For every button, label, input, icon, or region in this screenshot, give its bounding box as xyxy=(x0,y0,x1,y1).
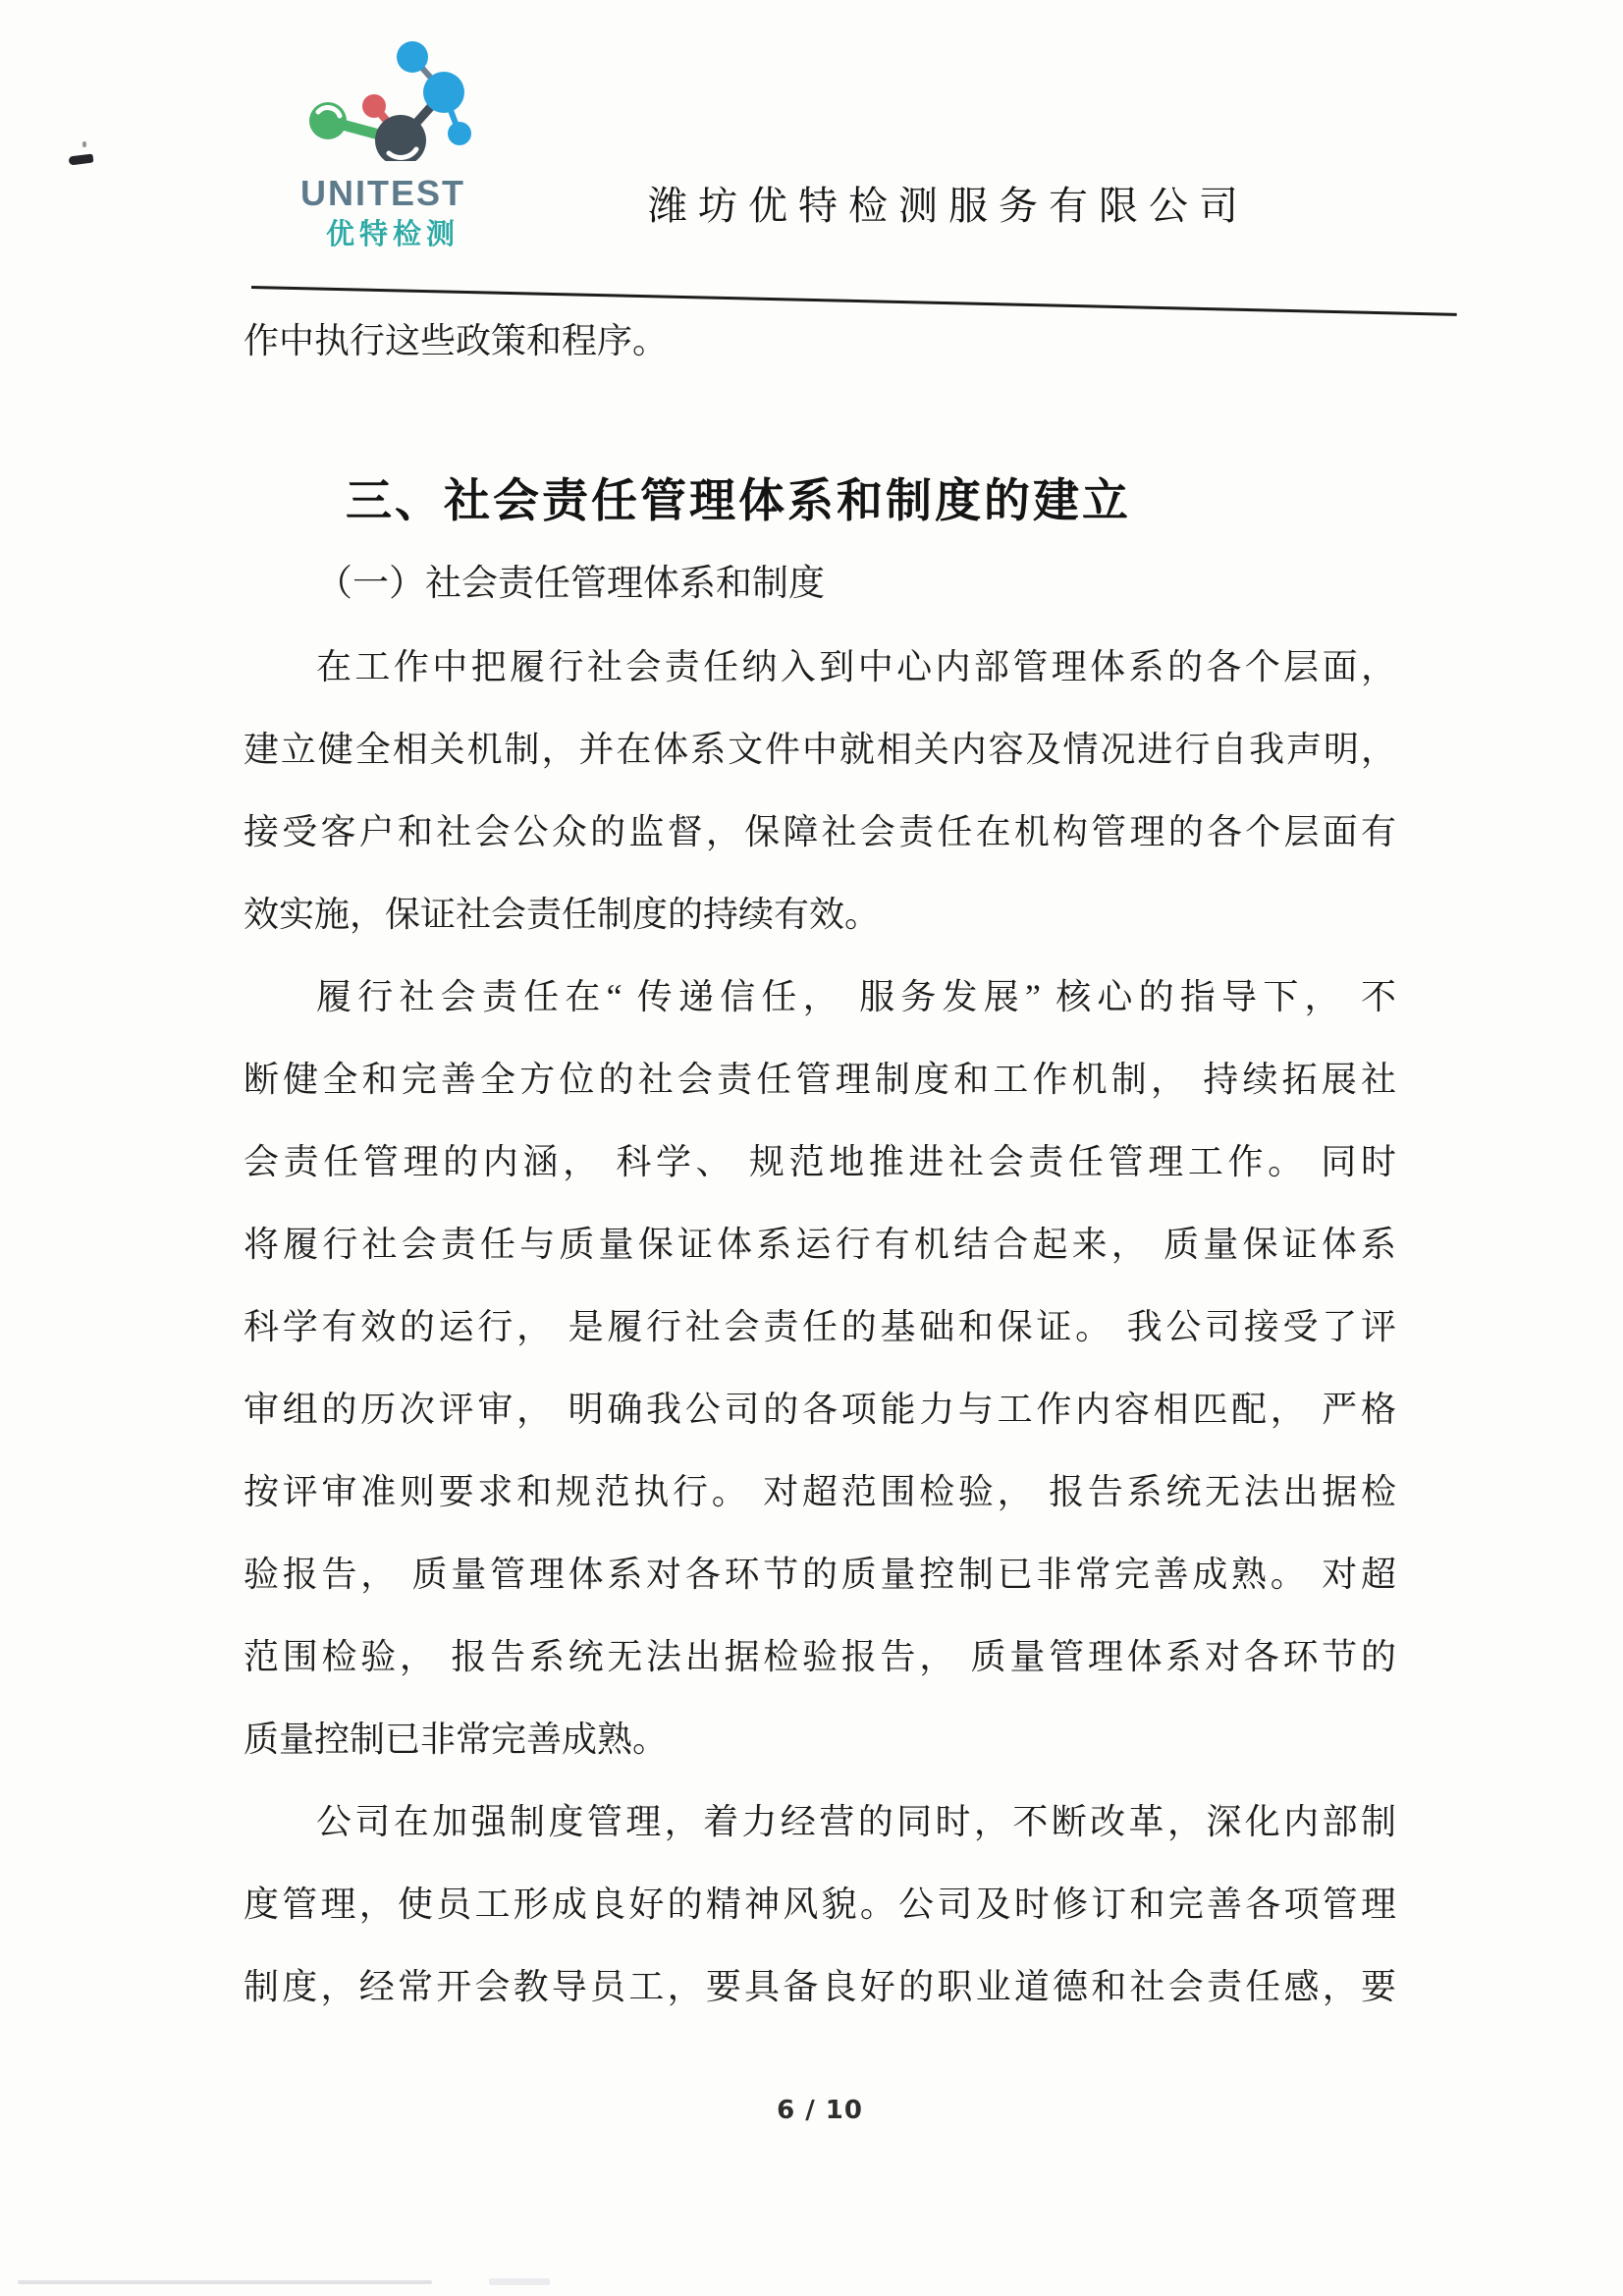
document-body xyxy=(243,300,1396,2028)
page-number: 6 / 10 xyxy=(777,2096,863,2125)
scan-smudge xyxy=(18,2280,432,2284)
scan-ink-speck xyxy=(82,141,86,147)
body-line: 建立健全相关机制，并在体系文件中就相关内容及情况进行自我声明， xyxy=(243,730,1396,769)
scan-ink-mark xyxy=(69,154,94,166)
brand-name-cn: 优特检测 xyxy=(326,219,460,250)
body-line: 度管理，使员工形成良好的精神风貌。公司及时修订和完善各项管理 xyxy=(243,1885,1396,1924)
body-line: 作中执行这些政策和程序。 xyxy=(243,321,669,360)
molecule-icon xyxy=(295,35,476,161)
body-line: 断健全和完善全方位的社会责任管理制度和工作机制， 持续拓展社 xyxy=(243,1060,1396,1099)
body-line: 接受客户和社会公众的监督，保障社会责任在机构管理的各个层面有 xyxy=(243,812,1396,851)
body-line: 制度，经常开会教导员工，要具备良好的职业道德和社会责任感，要 xyxy=(243,1967,1396,2006)
brand-name-en: UNITEST xyxy=(300,173,466,213)
body-line: 科学有效的运行， 是履行社会责任的基础和保证。 我公司接受了评 xyxy=(243,1307,1396,1346)
body-line: 范围检验， 报告系统无法出据检验报告， 质量管理体系对各环节的 xyxy=(243,1637,1396,1676)
company-name-header: 潍坊优特检测服务有限公司 xyxy=(648,184,1249,228)
scan-smudge-small xyxy=(489,2278,550,2285)
body-line: 按评审准则要求和规范执行。 对超范围检验， 报告系统无法出据检 xyxy=(243,1472,1396,1511)
body-line: 会责任管理的内涵， 科学、 规范地推进社会责任管理工作。 同时 xyxy=(243,1142,1396,1181)
subsection-heading: （一）社会责任管理体系和制度 xyxy=(316,564,825,604)
body-line: 在工作中把履行社会责任纳入到中心内部管理体系的各个层面， xyxy=(316,647,1396,686)
body-line: 履行社会责任在“ 传递信任， 服务发展” 核心的指导下， 不 xyxy=(316,977,1396,1016)
body-line: 验报告， 质量管理体系对各环节的质量控制已非常完善成熟。 对超 xyxy=(243,1555,1396,1594)
body-line: 公司在加强制度管理，着力经营的同时，不断改革，深化内部制 xyxy=(316,1802,1396,1841)
body-line: 审组的历次评审， 明确我公司的各项能力与工作内容相匹配， 严格 xyxy=(243,1390,1396,1429)
section-heading: 三、社会责任管理体系和制度的建立 xyxy=(346,476,1131,527)
body-line: 效实施，保证社会责任制度的持续有效。 xyxy=(243,895,881,934)
body-line: 质量控制已非常完善成熟。 xyxy=(243,1720,669,1759)
body-line: 将履行社会责任与质量保证体系运行有机结合起来， 质量保证体系 xyxy=(243,1225,1396,1264)
